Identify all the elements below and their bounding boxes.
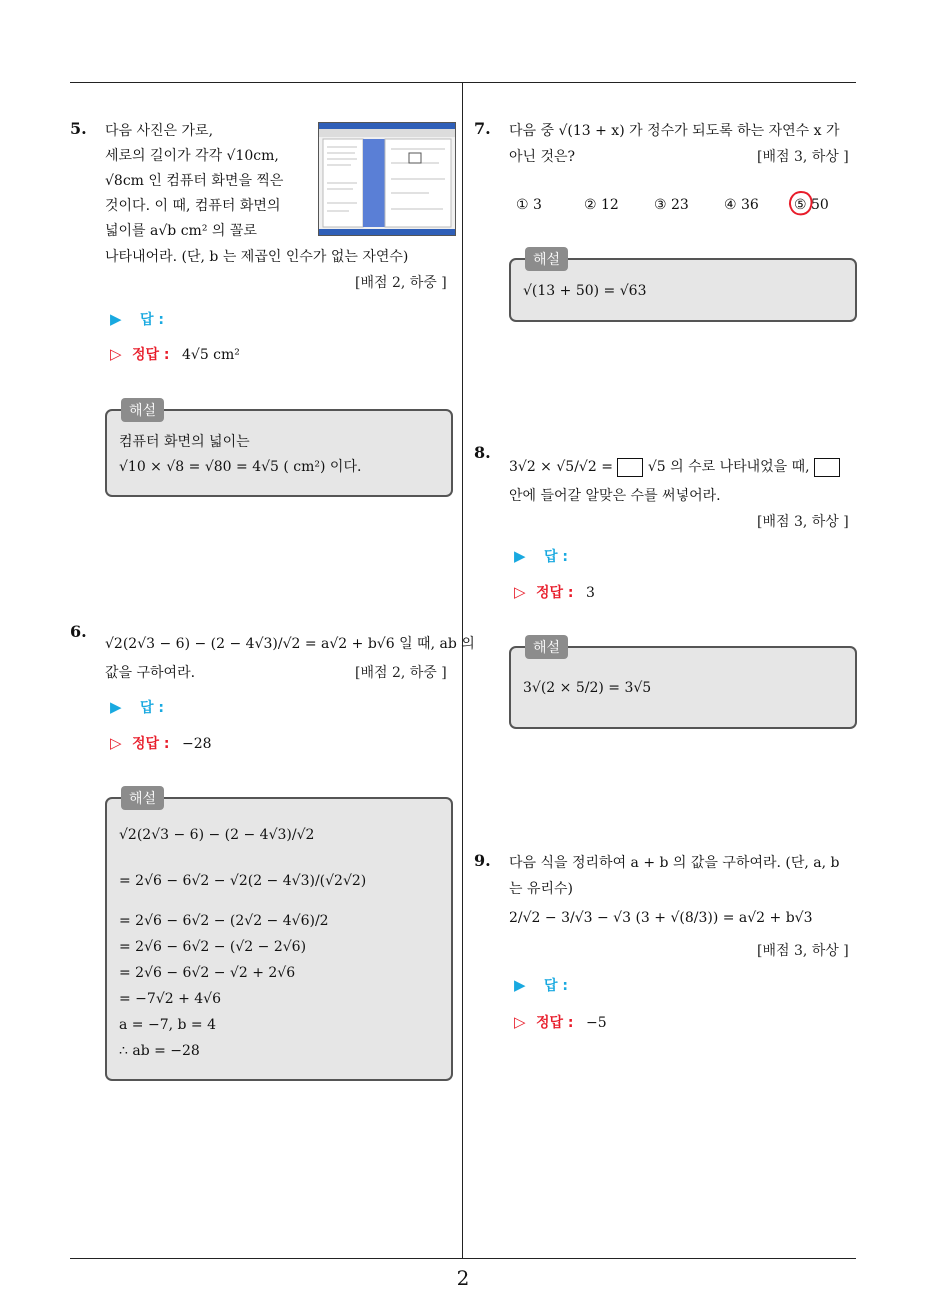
- computer-screen-photo: [318, 122, 456, 236]
- score-difficulty: [배점 3, 하상 ]: [757, 514, 849, 530]
- explanation-box: [509, 640, 857, 729]
- correct-answer-label: 정답 :: [132, 736, 170, 752]
- correct-answer-label: 정답 :: [536, 585, 574, 601]
- answer-label: 답 :: [140, 312, 164, 328]
- question-number: 9.: [474, 851, 491, 870]
- question-text-line: √2(2√3 − 6) − (2 − 4√3)/√2 = a√2 + b√6 일 때, ab 의: [105, 636, 475, 652]
- question-text-line: 다음 사진은 가로,: [105, 123, 214, 139]
- answer-row: [514, 975, 568, 995]
- explanation-line: = 2√6 − 6√2 − √2(2 − 4√3)/(√2√2): [119, 873, 367, 889]
- explanation-line: = 2√6 − 6√2 − (2√2 − 4√6)/2: [119, 913, 329, 929]
- question-text-line: 넓이를 a√b cm² 의 꼴로: [105, 223, 257, 239]
- column-divider: [462, 83, 463, 1259]
- correct-answer-value: −5: [585, 1015, 607, 1031]
- explanation-tag: 해설: [525, 247, 568, 271]
- answer-row: [110, 309, 164, 329]
- question-text-line: √8cm 인 컴퓨터 화면을 찍은: [105, 173, 284, 189]
- explanation-line: √10 × √8 = √80 = 4√5 ( cm²) 이다.: [119, 459, 362, 475]
- correct-answer-label: 정답 :: [132, 347, 170, 363]
- explanation-box: [105, 791, 453, 1081]
- choice-2: ② 12: [584, 197, 619, 213]
- explanation-line: = 2√6 − 6√2 − √2 + 2√6: [119, 965, 296, 981]
- choice-3: ③ 23: [654, 197, 689, 213]
- blank-box: [814, 458, 840, 477]
- question-number: 6.: [70, 622, 87, 641]
- question-text-line: 나타내어라. (단, b 는 제곱인 인수가 없는 자연수): [105, 249, 409, 265]
- question-number: 5.: [70, 119, 87, 138]
- question-text-line: 세로의 길이가 각각 √10cm,: [105, 148, 279, 164]
- explanation-line: 3√(2 × 5/2) = 3√5: [523, 680, 652, 696]
- question-text-line: 값을 구하여라.: [105, 665, 196, 681]
- hollow-triangle-icon: ▷: [514, 583, 526, 601]
- explanation-line: ∴ ab = −28: [119, 1043, 200, 1059]
- answer-label: 답 :: [140, 700, 164, 716]
- page-number: 2: [456, 1266, 470, 1290]
- selected-choice-circle-icon: [786, 188, 816, 218]
- explanation-box: [509, 252, 857, 322]
- question-text-line: 2/√2 − 3/√3 − √3 (3 + √(8/3)) = a√2 + b√3: [509, 910, 813, 926]
- correct-answer-row: [514, 1012, 607, 1032]
- score-difficulty: [배점 2, 하중 ]: [355, 275, 447, 291]
- play-arrow-icon: ▶: [514, 976, 526, 994]
- correct-answer-label: 정답 :: [536, 1015, 574, 1031]
- top-rule: [70, 82, 856, 83]
- explanation-line: 컴퓨터 화면의 넓이는: [119, 434, 250, 450]
- answer-label: 답 :: [544, 978, 568, 994]
- correct-answer-value: −28: [181, 736, 212, 752]
- correct-answer-row: [514, 582, 595, 602]
- choice-4: ④ 36: [724, 197, 759, 213]
- explanation-line: = 2√6 − 6√2 − (√2 − 2√6): [119, 939, 307, 955]
- play-arrow-icon: ▶: [110, 310, 122, 328]
- correct-answer-row: [110, 733, 212, 753]
- play-arrow-icon: ▶: [514, 547, 526, 565]
- question-text-line: 안에 들어갈 알맞은 수를 써넣어라.: [509, 488, 721, 504]
- score-difficulty: [배점 3, 하상 ]: [757, 943, 849, 959]
- question-number: 8.: [474, 443, 491, 462]
- answer-row: [514, 546, 568, 566]
- question-text-line: 다음 식을 정리하여 a + b 의 값을 구하여라. (단, a, b: [509, 855, 840, 871]
- explanation-tag: 해설: [121, 786, 164, 810]
- bottom-rule: [70, 1258, 856, 1259]
- answer-row: [110, 697, 164, 717]
- question-text-line: 아닌 것은?: [509, 149, 576, 165]
- choice-5: ⑤ 50: [794, 197, 829, 213]
- explanation-line: √(13 + 50) = √63: [523, 283, 647, 299]
- equation-left: 3√2 × √5/√2 =: [509, 459, 613, 475]
- question-number: 7.: [474, 119, 491, 138]
- explanation-box: [105, 403, 453, 497]
- score-difficulty: [배점 2, 하중 ]: [355, 665, 447, 681]
- question-text-line: [509, 456, 840, 477]
- explanation-line: = −7√2 + 4√6: [119, 991, 222, 1007]
- explanation-line: a = −7, b = 4: [119, 1017, 217, 1033]
- question-text-line: 는 유리수): [509, 881, 574, 897]
- explanation-line: √2(2√3 − 6) − (2 − 4√3)/√2: [119, 827, 315, 843]
- play-arrow-icon: ▶: [110, 698, 122, 716]
- correct-answer-value: 3: [585, 585, 595, 601]
- explanation-tag: 해설: [525, 635, 568, 659]
- explanation-tag: 해설: [121, 398, 164, 422]
- question-text-line: 다음 중 √(13 + x) 가 정수가 되도록 하는 자연수 x 가: [509, 123, 840, 139]
- question-text-line: 것이다. 이 때, 컴퓨터 화면의: [105, 198, 281, 214]
- score-difficulty: [배점 3, 하상 ]: [757, 149, 849, 165]
- correct-answer-value: 4√5 cm²: [181, 347, 240, 363]
- hollow-triangle-icon: ▷: [514, 1013, 526, 1031]
- hollow-triangle-icon: ▷: [110, 734, 122, 752]
- blank-box: [617, 458, 643, 477]
- correct-answer-row: [110, 344, 240, 364]
- equation-right: √5 의 수로 나타내었을 때,: [647, 459, 810, 475]
- choice-1: ① 3: [516, 197, 542, 213]
- hollow-triangle-icon: ▷: [110, 345, 122, 363]
- answer-label: 답 :: [544, 549, 568, 565]
